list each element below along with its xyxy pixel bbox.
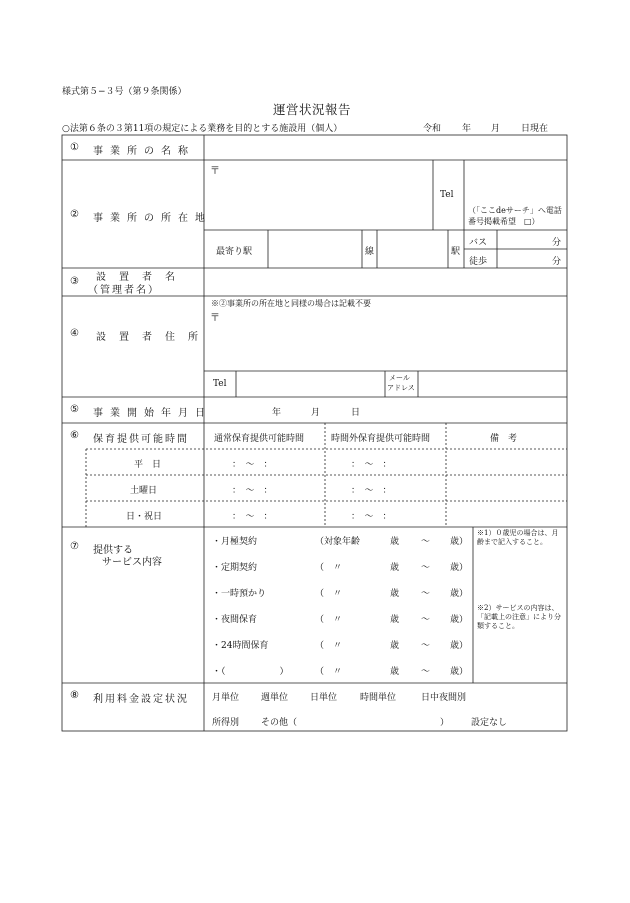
date-year: 年 [462,124,472,134]
bus-minutes-field[interactable] [499,231,549,247]
service-temporary-close: 歳） [450,589,469,599]
walk-label: 徒歩 [469,257,488,267]
note-service-classification: ※2）サービスの内容は、「記載上の注意」により分類すること。 [477,604,561,630]
founder-email-field[interactable] [420,373,564,395]
service-temporary-unit: 歳 [390,589,400,599]
date-era: 令和 [423,124,442,134]
service-monthly[interactable]: ・月極契約 [212,537,258,547]
bus-label: バス [469,238,488,248]
day-saturday: 土曜日 [130,486,158,496]
founder-tel-label: Tel [213,379,227,389]
weekday-remarks-field[interactable] [448,451,564,473]
railway-line-field[interactable] [270,232,360,266]
service-monthly-close: 歳） [450,537,469,547]
row7-label-top: 提供する [93,545,133,556]
postal-mark: 〒 [210,166,220,177]
row4-number: ④ [70,328,79,339]
fee-daily[interactable]: 日単位 [310,693,338,703]
row1-number: ① [70,142,79,153]
service-temporary[interactable]: ・一時預かり [212,589,267,599]
service-regular-close: 歳） [450,563,469,573]
service-night-tilde: 〜 [421,615,431,625]
fee-weekly[interactable]: 週単位 [261,693,289,703]
station-field[interactable] [379,232,446,266]
row7-number: ⑦ [70,541,79,552]
service-night-open: （ 〃 [315,615,343,625]
page-subtitle: ○法第６条の３第11項の規定による業務を目的とする施設用（個人） [62,124,343,134]
fee-other-open[interactable]: その他（ [261,718,298,728]
service-24h-open: （ 〃 [315,641,343,651]
fee-day-night[interactable]: 日中夜間別 [421,693,467,703]
service-other-close: 歳） [450,667,469,677]
row8-label: 利用料金設定状況 [93,694,189,705]
facility-address-field[interactable] [206,175,431,227]
row2-label: 事業所の所在地 [93,213,212,224]
row3-label-bottom: （管理者名） [88,285,160,296]
fee-income-based[interactable]: 所得別 [212,718,240,728]
holiday-extra-time[interactable]: ： 〜 ： [351,512,392,522]
fee-other-close: ） [440,718,450,728]
row5-label: 事業開始年月日 [93,408,212,419]
nearest-station-label: 最寄り駅 [216,247,253,257]
service-other[interactable]: ・（ ） [212,667,289,677]
saturday-remarks-field[interactable] [448,477,564,499]
form-number: 様式第５−３号（第９条関係） [62,87,187,97]
service-24h-close: 歳） [450,641,469,651]
service-regular[interactable]: ・定期契約 [212,563,258,573]
service-night-close: 歳） [450,615,469,625]
col-regular-hours: 通常保育提供可能時間 [214,434,305,444]
service-night[interactable]: ・夜間保育 [212,615,258,625]
row2-number: ② [70,209,79,220]
col-extra-hours: 時間外保育提供可能時間 [331,434,431,444]
row7-label-bottom: サービス内容 [102,557,162,568]
row1-label: 事業所の名称 [93,146,195,157]
fee-monthly[interactable]: 月単位 [212,693,240,703]
row3-label-top: 設置者名 [96,272,188,283]
walk-minutes-field[interactable] [499,250,549,266]
service-24h-unit: 歳 [390,641,400,651]
founder-postal-mark: 〒 [210,313,220,324]
mail-label-top: メール [389,374,410,382]
tel-listing-note: （「ここdeサーチ」へ電話番号掲載希望 □） [468,206,562,226]
station-suffix: 駅 [451,247,461,257]
row6-number: ⑥ [70,430,79,441]
founder-address-field[interactable] [206,322,564,368]
saturday-extra-time[interactable]: ： 〜 ： [351,486,392,496]
mail-label-bottom: アドレス [387,384,415,392]
founder-name-field[interactable] [206,270,564,294]
service-other-open: （ 〃 [315,667,343,677]
service-temporary-tilde: 〜 [421,589,431,599]
day-weekday: 平 日 [134,460,162,470]
row3-number: ③ [70,276,79,287]
start-month-label: 月 [311,408,321,418]
page-title: 運営状況報告 [273,102,352,117]
service-monthly-unit: 歳 [390,537,400,547]
saturday-regular-time[interactable]: ： 〜 ： [232,486,273,496]
start-day-label: 日 [351,408,361,418]
service-temporary-open: （ 〃 [315,589,343,599]
service-monthly-open: （対象年齢 [315,537,361,547]
date-month: 月 [491,124,501,134]
service-regular-tilde: 〜 [421,563,431,573]
walk-unit: 分 [552,257,562,267]
service-24h-tilde: 〜 [421,641,431,651]
facility-name-field[interactable] [206,137,564,158]
service-regular-open: （ 〃 [315,563,343,573]
start-year-label: 年 [272,408,282,418]
weekday-regular-time[interactable]: ： 〜 ： [232,460,273,470]
holiday-regular-time[interactable]: ： 〜 ： [232,512,273,522]
row8-number: ⑧ [70,690,79,701]
fee-hourly[interactable]: 時間単位 [360,693,397,703]
address-same-note: ※②事業所の所在地と同様の場合は記載不要 [211,299,371,308]
row5-number: ⑤ [70,404,79,415]
service-regular-unit: 歳 [390,563,400,573]
service-other-tilde: 〜 [421,667,431,677]
facility-tel-label: Tel [440,190,454,200]
founder-tel-field[interactable] [238,373,383,395]
fee-none[interactable]: 設定なし [471,718,508,728]
row6-label: 保育提供可能時間 [93,434,189,445]
facility-tel-field[interactable] [466,162,564,202]
weekday-extra-time[interactable]: ： 〜 ： [351,460,392,470]
service-other-unit: 歳 [390,667,400,677]
line-label: 線 [365,247,375,257]
bus-unit: 分 [552,238,562,248]
service-monthly-tilde: 〜 [421,537,431,547]
holiday-remarks-field[interactable] [448,503,564,525]
service-24h[interactable]: ・24時間保育 [212,641,269,651]
service-night-unit: 歳 [390,615,400,625]
note-infant-months: ※1）０歳児の場合は、月齢まで記入すること。 [477,529,559,546]
row4-label: 設置者住所 [96,332,211,343]
day-sunday-holiday: 日・祝日 [126,512,163,522]
date-day: 日現在 [521,124,549,134]
col-remarks: 備 考 [490,434,518,444]
